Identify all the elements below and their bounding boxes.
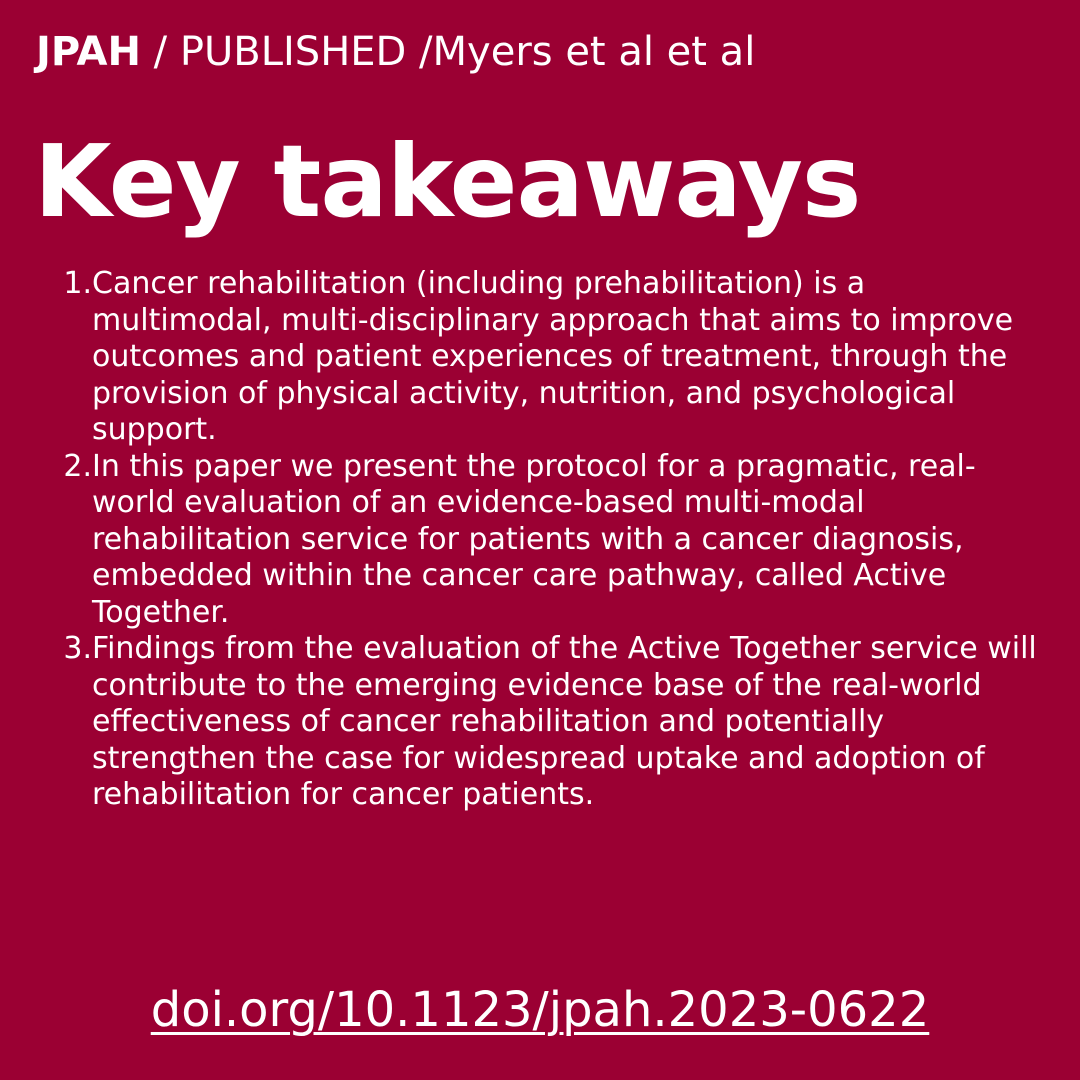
journal-name: JPAH: [36, 29, 141, 75]
takeaway-number: 1.: [63, 266, 92, 301]
takeaway-number: 3.: [63, 631, 92, 666]
doi-link[interactable]: doi.org/10.1123/jpah.2023-0622: [150, 982, 930, 1038]
header-publication-info: / PUBLISHED /Myers et al et al: [140, 29, 756, 75]
takeaway-text: Findings from the evaluation of the Active Together service will contribute to the emerging evidence base of the real-world effectiveness of cancer rehabilitation and potentially strengthen the case for widespread uptake and adoption of rehabilitation for cancer patients.: [92, 631, 1037, 812]
takeaway-item-3: [40, 631, 1050, 814]
takeaway-item-1: [40, 266, 1050, 449]
takeaway-text: In this paper we present the protocol for a pragmatic, real-world evaluation of an evidence-based multi-modal rehabilitation service for patients with a cancer diagnosis, embedded within the cancer care pathway, called Active Together.: [92, 448, 976, 630]
header-line: [36, 26, 755, 78]
takeaways-list: [40, 266, 1050, 814]
takeaway-text: Cancer rehabilitation (including prehabilitation) is a multimodal, multi-disciplinary approach that aims to improve outcomes and patient experiences of treatment, through the provision of physical activity, nutrition, and psychological support.: [92, 266, 1014, 447]
page-title: Key takeaways: [34, 123, 861, 240]
takeaway-item-2: [40, 449, 1050, 632]
takeaway-number: 2.: [63, 448, 92, 484]
